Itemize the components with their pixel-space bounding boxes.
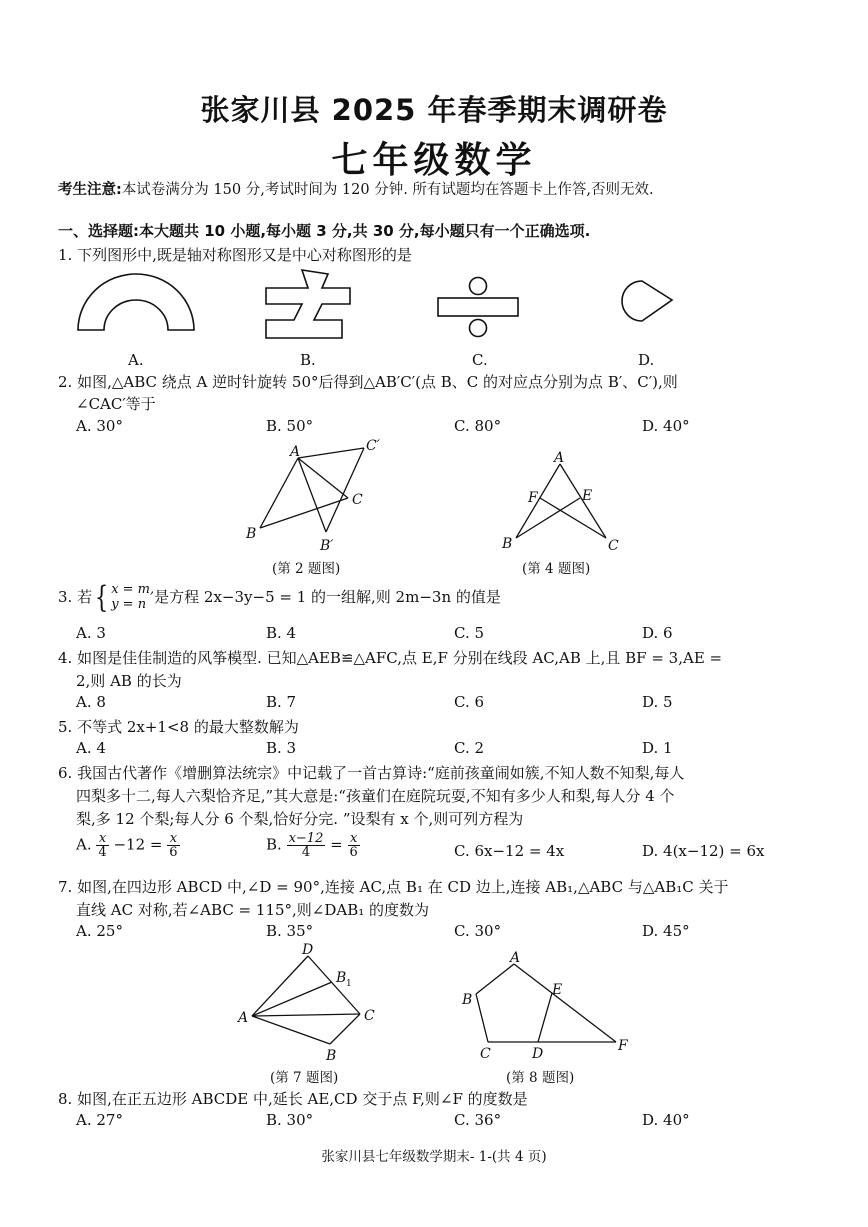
- fig2-label-b: B: [246, 526, 257, 542]
- q1-figure-a-arch: [76, 272, 196, 334]
- question-1-stem: 1. 下列图形中,既是轴对称图形又是中心对称图形的是: [58, 246, 412, 264]
- q1-option-b-label: B.: [300, 351, 316, 369]
- question-4-stem-line2: 2,则 AB 的长为: [76, 672, 182, 690]
- q2-option-d: D. 40°: [642, 417, 690, 435]
- q8-option-d: D. 40°: [642, 1111, 690, 1129]
- q5-option-d: D. 1: [642, 739, 673, 757]
- q7-option-c: C. 30°: [454, 922, 502, 940]
- q8-option-c: C. 36°: [454, 1111, 502, 1129]
- q6-option-a-middle: −12 =: [113, 835, 163, 854]
- question-2-stem-line2: ∠CAC′等于: [76, 395, 156, 413]
- fig4-label-e: E: [582, 488, 593, 504]
- q4-option-c: C. 6: [454, 693, 485, 711]
- fig2-label-c-prime: C′: [366, 438, 380, 454]
- fig8-label-c: C: [480, 1046, 491, 1062]
- fig2-label-c: C: [352, 492, 363, 508]
- figure-4-caption: (第 4 题图): [522, 561, 591, 577]
- question-6-stem-line2: 四梨多十二,每人六梨恰齐足,”其大意是:“孩童们在庭院玩耍,不知有多少人和梨,每人分 4 个: [76, 787, 675, 805]
- q1-option-a-label: A.: [128, 351, 144, 369]
- fig8-label-b: B: [462, 992, 473, 1008]
- q3-option-d: D. 6: [642, 624, 673, 642]
- fig7-label-a: A: [238, 1010, 249, 1026]
- q6-option-a-fraction-2: $\frac{x}{6}$: [169, 831, 178, 860]
- fig8-label-d: D: [532, 1046, 544, 1062]
- exam-subject: 七年级数学: [331, 140, 537, 181]
- candidate-notice: [58, 178, 654, 199]
- section-heading: 一、选择题:本大题共 10 小题,每小题 3 分,共 30 分,每小题只有一个正确选项.: [58, 222, 591, 240]
- figure-4-kite-model: [498, 446, 630, 554]
- figure-2-caption: (第 2 题图): [272, 561, 341, 577]
- question-7-stem-line1: 7. 如图,在四边形 ABCD 中,∠D = 90°,连接 AC,点 B₁ 在 CD 边上,连接 AB₁,△ABC 与△AB₁C 关于: [58, 878, 729, 896]
- q2-option-a: A. 30°: [76, 417, 123, 435]
- q1-option-d-label: D.: [638, 351, 655, 369]
- q3-suffix: 是方程 2x−3y−5 = 1 的一组解,则 2m−3n 的值是: [154, 588, 501, 606]
- q3-system-bottom: y = n: [111, 597, 147, 612]
- figure-8-pentagon: [456, 950, 636, 1062]
- q2-option-b: B. 50°: [266, 417, 314, 435]
- q6-option-b-fraction-1: $\frac{x-12}{4}$: [288, 831, 324, 860]
- fig7-label-c: C: [364, 1008, 375, 1024]
- figure-8-caption: (第 8 题图): [506, 1070, 575, 1086]
- fig4-label-c: C: [608, 538, 619, 554]
- question-7-stem-line2: 直线 AC 对称,若∠ABC = 115°,则∠DAB₁ 的度数为: [76, 901, 430, 919]
- fig4-label-a: A: [554, 450, 565, 466]
- q1-figure-b-shape: [262, 268, 354, 342]
- question-8-stem: 8. 如图,在正五边形 ABCDE 中,延长 AE,CD 交于点 F,则∠F 的度数是: [58, 1090, 528, 1108]
- fig8-label-a: A: [510, 950, 521, 966]
- fig7-label-b: B: [326, 1048, 337, 1064]
- q2-option-c: C. 80°: [454, 417, 502, 435]
- q5-option-b: B. 3: [266, 739, 297, 757]
- figure-2-rotation-triangles: [240, 436, 390, 556]
- page-footer: 张家川县七年级数学期末- 1-(共 4 页): [321, 1149, 547, 1165]
- q3-prefix: 3. 若: [58, 588, 93, 606]
- question-6-stem-line1: 6. 我国古代著作《增删算法统宗》中记载了一首古算诗:“庭前孩童闹如簇,不知人数不知梨,每人: [58, 764, 685, 782]
- q3-option-c: C. 5: [454, 624, 485, 642]
- fig2-label-a: A: [290, 444, 301, 460]
- exam-title: 张家川县 2025 年春季期末调研卷: [200, 93, 668, 127]
- figure-7-caption: (第 7 题图): [270, 1070, 339, 1086]
- q6-option-b-fraction-2: $\frac{x}{6}$: [349, 831, 358, 860]
- question-3-stem: [58, 580, 501, 615]
- notice-text: 本试卷满分为 150 分,考试时间为 120 分钟. 所有试题均在答题卡上作答,否则无效.: [121, 182, 654, 198]
- q1-option-c-label: C.: [472, 351, 488, 369]
- q1-figure-d-teardrop: [614, 278, 676, 328]
- q6-option-b-label: B.: [266, 835, 282, 854]
- figure-7-quadrilateral: [236, 940, 386, 1064]
- q5-option-a: A. 4: [76, 739, 106, 757]
- q7-option-d: D. 45°: [642, 922, 690, 940]
- q8-option-b: B. 30°: [266, 1111, 314, 1129]
- fig8-label-e: E: [552, 982, 563, 998]
- q6-option-b: [266, 832, 360, 859]
- q1-figure-c-shape: [436, 276, 520, 338]
- q4-option-d: D. 5: [642, 693, 673, 711]
- fig7-label-d: D: [302, 942, 314, 958]
- q4-option-a: A. 8: [76, 693, 106, 711]
- q8-option-a: A. 27°: [76, 1111, 123, 1129]
- q7-option-b: B. 35°: [266, 922, 314, 940]
- q6-option-c: C. 6x−12 = 4x: [454, 842, 565, 860]
- q6-option-d: D. 4(x−12) = 6x: [642, 842, 765, 860]
- fig7-label-b1-subscript: 1: [346, 979, 352, 989]
- fig2-label-b-prime: B′: [320, 538, 334, 554]
- q6-option-b-middle: =: [330, 835, 343, 854]
- q5-option-c: C. 2: [454, 739, 485, 757]
- question-6-stem-line3: 梨,多 12 个梨;每人分 6 个梨,恰好分完. ”设梨有 x 个,则可列方程为: [76, 810, 524, 828]
- fig4-label-f: F: [528, 490, 538, 506]
- fig4-label-b: B: [502, 536, 513, 552]
- question-2-stem-line1: 2. 如图,△ABC 绕点 A 逆时针旋转 50°后得到△AB′C′(点 B、C 的对应点分别为点 B′、C′),则: [58, 373, 678, 391]
- q3-option-a: A. 3: [76, 624, 106, 642]
- q6-option-a-fraction-1: $\frac{x}{4}$: [98, 831, 107, 860]
- q4-option-b: B. 7: [266, 693, 297, 711]
- q3-system-top: x = m,: [111, 582, 155, 598]
- fig8-label-f: F: [618, 1038, 628, 1054]
- q3-equation-system: [111, 583, 154, 613]
- q6-option-a-label: A.: [76, 835, 92, 854]
- q3-brace: {: [94, 580, 109, 615]
- q6-option-a: [76, 832, 180, 859]
- notice-label: 考生注意:: [58, 182, 122, 198]
- q3-option-b: B. 4: [266, 624, 297, 642]
- fig7-label-b1: B: [336, 970, 347, 986]
- q7-option-a: A. 25°: [76, 922, 123, 940]
- question-5-stem: 5. 不等式 2x+1<8 的最大整数解为: [58, 718, 299, 736]
- question-4-stem-line1: 4. 如图是佳佳制造的风筝模型. 已知△AEB≌△AFC,点 E,F 分别在线段 AC,AB 上,且 BF = 3,AE =: [58, 649, 723, 667]
